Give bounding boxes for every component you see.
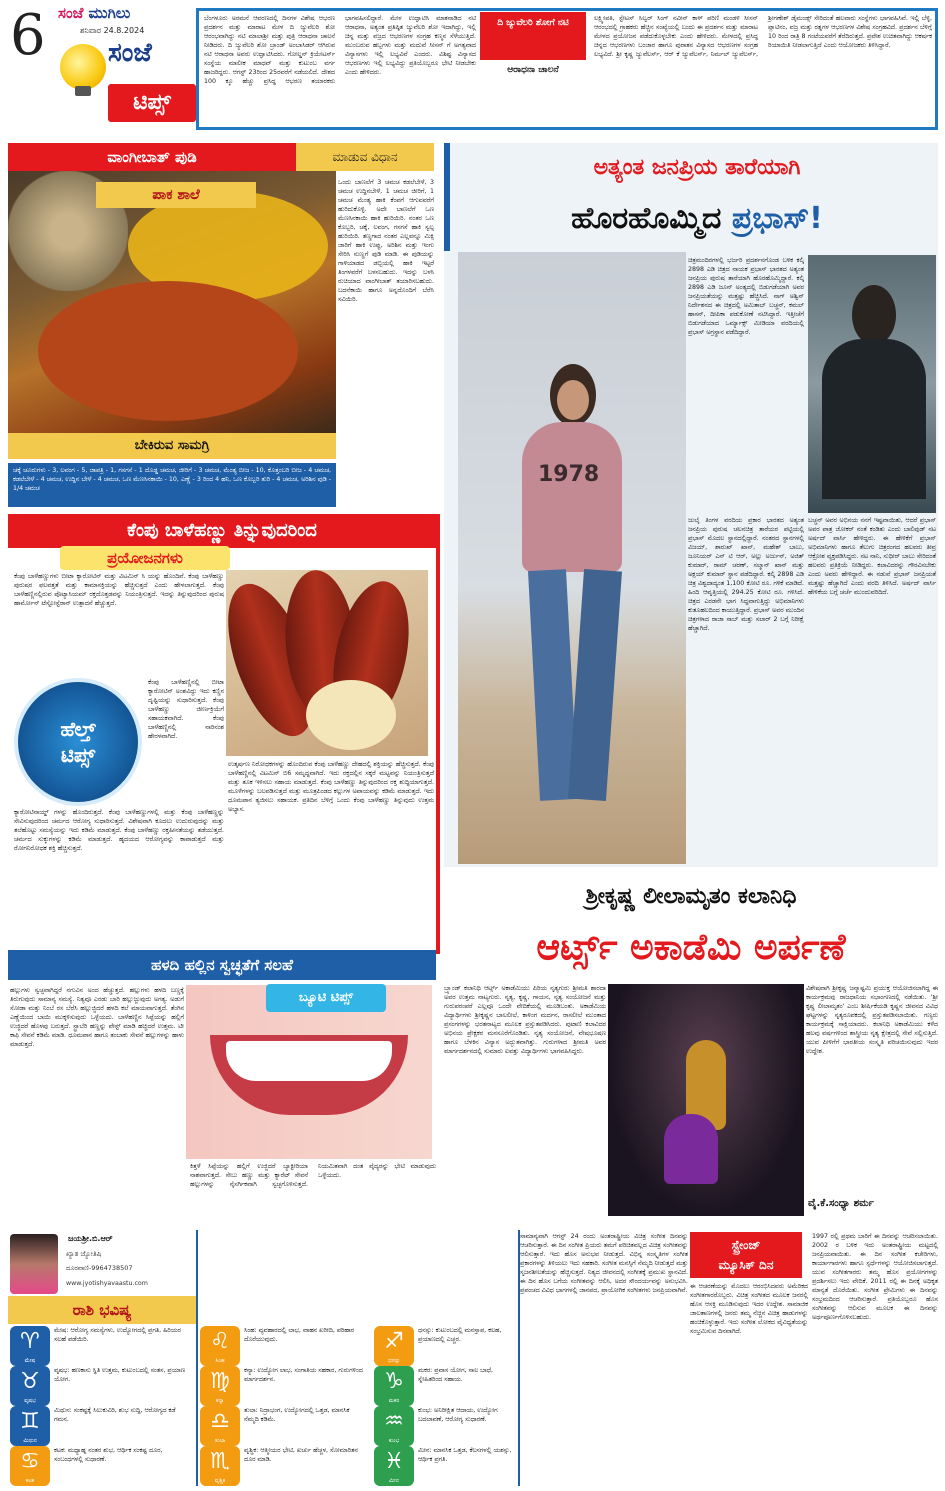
zodiac-text: ಸಿಂಹ: ವ್ಯವಹಾರದಲ್ಲಿ ಲಾಭ, ವಾಹನ ಖರೀದಿ, ಪರಿಹಾರ ದೊರೆಯುವುದು.	[244, 1327, 355, 1343]
music-day-title	[690, 1232, 802, 1278]
page-number: 6	[10, 3, 46, 68]
prabhas-headline-2	[462, 194, 932, 244]
health-tips-badge	[14, 678, 142, 806]
zodiac-name: ಕುಂಭ	[388, 1438, 400, 1444]
recipe-method-title: ಮಾಡುವ ವಿಧಾನ	[296, 143, 434, 171]
zodiac-icon: ♈ ಮೇಷ	[10, 1326, 50, 1366]
arts-text-b: ವಿಶೇಷವಾಗಿ ಶ್ರೀಕೃಷ್ಣ ಜನ್ಮಾಷ್ಟಮಿ ಪ್ರಯುಕ್ತ ಆಯೋಜಿಸಲಾಗಿದ್ದ ಈ ಕಾರ್ಯಕ್ರಮವು ರಾಜಧಾನಿಯ ಸಭಾಂಗಣದಲ್ಲಿ ನಡೆಯಿತು. 'ಶ್ರೀ ಕೃಷ್ಣ ಲೀಲಾಮೃತಂ' ಎಂಬ ಶೀರ್ಷಿಕೆಯಡಿ ಕೃಷ್ಣನ ಜೀವನದ ವಿವಿಧ ಘಟ್ಟಗಳನ್ನು ನೃತ್ಯರೂಪಕದಲ್ಲಿ ಪ್ರಸ್ತುತಪಡಿಸಲಾಯಿತು. ಗಣ್ಯರು ಕಾರ್ಯಕ್ರಮಕ್ಕೆ ಸಾಕ್ಷಿಯಾದರು. ಕಲಾನಿಧಿ ಅಕಾಡೆಮಿಯು ಕಳೆದ ಹಲವು ವರ್ಷಗಳಿಂದ ಶಾಸ್ತ್ರೀಯ ನೃತ್ಯ ಕ್ಷೇತ್ರದಲ್ಲಿ ಸೇವೆ ಸಲ್ಲಿಸುತ್ತಿದೆ. ಯುವ ಪೀಳಿಗೆಗೆ ಭಾರತೀಯ ಸಂಸ್ಕೃತಿ ಪರಿಚಯಿಸುವುದು ಇದರ ಉದ್ದೇಶ.	[806, 985, 938, 1055]
portrait-body	[822, 339, 926, 499]
kitchen-badge: ಪಾಕ ಶಾಲೆ	[96, 182, 256, 208]
zodiac-name: ಧನಸ್ಸು	[388, 1358, 400, 1364]
portrait-head	[852, 285, 896, 345]
zodiac-text: ವೃಷಭ: ಹಣಕಾಸು ಸ್ಥಿತಿ ಉತ್ತಮ, ಕುಟುಂಬದಲ್ಲಿ ಸಂತಸ, ಪ್ರಯಾಣ ಯೋಗ.	[54, 1367, 186, 1383]
zodiac-name: ವೃಷಭ	[24, 1398, 36, 1404]
zodiac-icon: ♓ ಮೀನ	[374, 1446, 414, 1486]
column-divider	[436, 514, 440, 954]
astrologer-phone: ದೂರವಾಣಿ-9964738507	[66, 1264, 133, 1272]
zodiac-icon: ♍ ಕನ್ಯಾ	[200, 1366, 240, 1406]
peeled-banana	[306, 680, 396, 750]
zodiac-text: ಮಿಥುನ: ಸಂಕಷ್ಟಕ್ಕೆ ಸಿಲುಕುವಿರಿ, ಶುಭ ಸುದ್ದಿ, ಆರೋಗ್ಯದ ಕಡೆ ಗಮನ.	[54, 1407, 176, 1423]
music-text-b: ಈ ಆಚರಣೆಯನ್ನು ಮೊದಲು ಆರಂಭಿಸಿದವರು ಅಮೆರಿಕದ ಸಂಗೀತಗಾರರೊಬ್ಬರು. ವಿಚಿತ್ರ ಸಂಗೀತದ ಮೂಲಕ ಜನರಲ್ಲಿ ಹೊಸ ಆಸಕ್ತಿ ಮೂಡಿಸುವುದು ಇದರ ಉದ್ದೇಶ. ಸಾಮಾಜಿಕ ಜಾಲತಾಣಗಳಲ್ಲಿ ಜನರು ತಮ್ಮ ನೆಚ್ಚಿನ ವಿಚಿತ್ರ ಹಾಡುಗಳನ್ನು ಹಂಚಿಕೊಳ್ಳುತ್ತಾರೆ. ಇದು ಸಂಗೀತ ಲೋಕದ ವೈವಿಧ್ಯತೆಯನ್ನು ಸಂಭ್ರಮಿಸುವ ದಿನವಾಗಿದೆ.	[690, 1283, 808, 1335]
zodiac-text: ಮೀನ: ಮಾನಸಿಕ ಒತ್ತಡ, ಕೆಲಸಗಳಲ್ಲಿ ಯಶಸ್ಸು, ಆರ್ಥಿಕ ಪ್ರಗತಿ.	[418, 1447, 512, 1463]
brand-part-1: ಸಂಜೆ	[58, 4, 84, 22]
zodiac-icon: ♌ ಸಿಂಹ	[200, 1326, 240, 1366]
prabhas-text-c: ಬಚ್ಚನ್ ಅವರ ಅಭಿನಯ ನನಗೆ ಇಷ್ಟವಾಯಿತು, ಆದರೆ ಪ್ರಭಾಸ್ ಅವರ ಪಾತ್ರ ಜೋಕರ್ ನಂತೆ ಕಂಡಿತು ಎಂದು ಬಾಲಿವುಡ್ ನಟ ಅರ್ಷದ್ ವಾರ್ಸಿ ಹೇಳಿದ್ದರು. ಈ ಹೇಳಿಕೆಗೆ ಪ್ರಭಾಸ್ ಅಭಿಮಾನಿಗಳು ಹಾಗೂ ತೆಲುಗು ಚಿತ್ರರಂಗದ ಹಲವರು ತೀವ್ರ ಆಕ್ರೋಶ ವ್ಯಕ್ತಪಡಿಸಿದ್ದರು. ನಟ ನಾನಿ, ಸುಧೀರ್ ಬಾಬು ಸೇರಿದಂತೆ ಹಲವರು ಪ್ರತಿಕ್ರಿಯೆ ನೀಡಿದ್ದರು. ಕಲಾವಿದರನ್ನು ಗೌರವಿಸಬೇಕು ಎಂದು ಅವರು ಹೇಳಿದ್ದಾರೆ. ಈ ನಡುವೆ ಪ್ರಭಾಸ್ ಜನಪ್ರಿಯತೆ ಮತ್ತಷ್ಟು ಹೆಚ್ಚಾಗಿದೆ ಎಂದು ವರದಿ ತಿಳಿಸಿದೆ. ಅರ್ಷದ್ ವಾರ್ಸಿ ಹೇಳಿಕೆಯ ಬಗ್ಗೆ ಚರ್ಚೆ ಮುಂದುವರಿದಿದೆ.	[808, 517, 936, 596]
zodiac-name: ಮಿಥುನ	[23, 1438, 37, 1444]
zodiac-text: ಕುಂಭ: ಅನಿರೀಕ್ಷಿತ ಆದಾಯ, ಉದ್ಯೋಗ ಬದಲಾವಣೆ, ಆರೋಗ್ಯ ಸುಧಾರಣೆ.	[418, 1407, 498, 1423]
zodiac-name: ಮೀನ	[389, 1478, 399, 1484]
zodiac-name: ವೃಶ್ಚಿಕ	[214, 1478, 226, 1484]
brand-logo	[58, 4, 188, 26]
banana-text-b: ಕೆಂಪು ಬಾಳೆಹಣ್ಣಿನಲ್ಲಿ ಬೀಟಾ ಕ್ಯಾರೋಟಿನ್ ಅಂಶವಿದ್ದು ಇದು ಕಣ್ಣಿನ ದೃಷ್ಟಿಯನ್ನು ಸುಧಾರಿಸುತ್ತದೆ. ಕೆಂಪು ಬಾಳೆಹಣ್ಣು ಜೀರ್ಣಕ್ರಿಯೆಗೆ ಸಹಾಯಕವಾಗಿದೆ. ಕೆಂಪು ಬಾಳೆಹಣ್ಣಿನಲ್ಲಿ ನಾರಿನಂಶ ಹೇರಳವಾಗಿದೆ.	[148, 679, 224, 740]
jewellery-headline: ದಿ ಜ್ಯುವೆಲರಿ ಶೋಗೆ ನಟಿ	[480, 12, 586, 60]
banana-title: ಕೆಂಪು ಬಾಳೆಹಣ್ಣು ತಿನ್ನುವುದರಿಂದ	[8, 514, 436, 548]
ingredients-title: ಬೇಕಿರುವ ಸಾಮಗ್ರಿ	[8, 433, 336, 459]
zodiac-name: ಮೇಷ	[24, 1358, 36, 1364]
ingredients-text: ಚಕ್ಕೆ ಚೂರುಗಳು - 3, ಲವಂಗ - 5, ಜಾಪತ್ರಿ - 1, ಗಸಗಸೆ - 1 ದೊಡ್ಡ ಚಮಚ, ಜೀರಿಗೆ - 3 ಚಮಚ, ಮೆಂತ್ಯ ಬೀಜ - 10, ಕೊತ್ತಂಬರಿ ಬೀಜ - 4 ಚಮಚ, ಕಡಲೆಬೇಳೆ - 4 ಚಮಚ, ಉದ್ದಿನ ಬೇಳೆ - 4 ಚಮಚ, ಒಣ ಮೆಣಸಿನಕಾಯಿ - 10, ಎಣ್ಣೆ - 3 ರಿಂದ 4 ಹನಿ, ಒಣ ಕೊಬ್ಬರಿ ತುರಿ - 4 ಚಮಚ, ಅರಿಶಿನ ಪುಡಿ - 1/4 ಚಮಚ	[8, 463, 336, 507]
health-badge-line-2: ಟಿಪ್ಸ್	[60, 743, 96, 767]
page-date: ಶನಿವಾರ 24.8.2024	[80, 26, 145, 35]
music-text-c: 1997 ರಲ್ಲಿ ಪ್ರಥಮ ಬಾರಿಗೆ ಈ ದಿನವನ್ನು ಆಚರಿಸಲಾಯಿತು. 2002 ರ ಬಳಿಕ ಇದು ಅಂತರಾಷ್ಟ್ರೀಯ ಮಟ್ಟದಲ್ಲಿ ಜನಪ್ರಿಯವಾಯಿತು. ಈ ದಿನ ಸಂಗೀತ ಕಚೇರಿಗಳು, ಕಾರ್ಯಾಗಾರಗಳು ಹಾಗೂ ಸ್ಪರ್ಧೆಗಳನ್ನು ಆಯೋಜಿಸಲಾಗುತ್ತದೆ. ಯುವ ಸಂಗೀತಗಾರರು ತಮ್ಮ ಹೊಸ ಪ್ರಯೋಗಗಳನ್ನು ಪ್ರದರ್ಶಿಸಲು ಇದು ವೇದಿಕೆ. 2011 ರಲ್ಲಿ ಈ ದಿನಕ್ಕೆ ಅಧಿಕೃತ ಮಾನ್ಯತೆ ದೊರೆಯಿತು. ಸಂಗೀತ ಪ್ರೇಮಿಗಳು ಈ ದಿನವನ್ನು ಸಂಭ್ರಮದಿಂದ ಆಚರಿಸುತ್ತಾರೆ. ಪ್ರತಿಯೊಬ್ಬರೂ ಹೊಸ ಸಂಗೀತವನ್ನು ಆಲಿಸುವ ಮೂಲಕ ಈ ದಿನವನ್ನು ಅರ್ಥಪೂರ್ಣಗೊಳಿಸಬಹುದು.	[812, 1233, 938, 1321]
zodiac-icon: ♋ ಕಟಕ	[10, 1446, 50, 1486]
chilli-powder-pile	[38, 281, 298, 421]
jewellery-text-left: ಬೆಂಗಳೂರು ಅರಮನೆ ಆವರಣದಲ್ಲಿ ದಿನಗಳ ವಿಶೇಷ ಆಭರಣ ಪ್ರದರ್ಶನ ಮತ್ತು ಮಾರಾಟ ಮೇಳ ದಿ ಜ್ಯುವೆಲರಿ ಶೋ ಆರಂಭವಾಗಿದ್ದು ನಟಿ ಮಾಲಾಶ್ರೀ ಮತ್ತು ಪುತ್ರಿ ಆರಾಧನಾ ಚಾಲನೆ ನೀಡಿದರು. ದಿ ಜ್ಯುವೆಲರಿ ಶೋ ಬ್ರಾಂಡ್ ಅಂಬಾಸಿಡರ್ ಆಗಿರುವ ನಟಿ ಆರಾಧನಾ ಅವರು ಉದ್ಘಾಟಿಸಿದರು. ಗೋಲ್ಡನ್ ಕ್ರಿಯೇಟರ್ಸ್ ಸಂಸ್ಥೆಯ ಮಾಲೀಕ ಮಾಧವ್ ಮತ್ತು ಕುಟುಂಬ ವರ್ಗ ಹಾಜರಿದ್ದರು. ಆಗಸ್ಟ್ 23ರಿಂದ 25ರವರೆಗೆ ನಡೆಯಲಿದೆ. ದೇಶದ 100 ಕ್ಕೂ ಹೆಚ್ಚು ಪ್ರಸಿದ್ಧ ಆಭರಣ ತಯಾರಕರು ಭಾಗವಹಿಸಲಿದ್ದಾರೆ. ಮೇಳ ಉದ್ಘಾಟಿಸಿ ಮಾತನಾಡಿದ ನಟಿ ಆರಾಧನಾ, ಅತ್ಯಂತ ಪ್ರತಿಷ್ಠಿತ ಜ್ಯುವೆಲರಿ ಶೋ ಇದಾಗಿದ್ದು, ಇಲ್ಲಿ ಚಿನ್ನ ಮತ್ತು ವಜ್ರದ ಆಭರಣಗಳ ಸಂಗ್ರಹ ಕಣ್ಮನ ಸೆಳೆಯುತ್ತಿದೆ. ಮುಂಬರುವ ಹಬ್ಬಗಳು ಮತ್ತು ಮದುವೆ ಸೀಸನ್ ಗೆ ಅಗತ್ಯವಾದ ವಿನ್ಯಾಸಗಳು ಇಲ್ಲಿ ಲಭ್ಯವಿವೆ ಎಂದರು. ವಿಶಿಷ್ಟ ವಿನ್ಯಾಸದ ಆಭರಣಗಳು ಇಲ್ಲಿ ಲಭ್ಯವಿದ್ದು ಪ್ರತಿಯೊಬ್ಬರೂ ಭೇಟಿ ನೀಡಬೇಕು ಎಂದು ಹೇಳಿದರು.	[204, 15, 476, 85]
zodiac-text: ವೃಶ್ಚಿಕ: ಆತ್ಮೀಯರ ಭೇಟಿ, ಖರ್ಚು ಹೆಚ್ಚಳ, ಸೋಮಾರಿತನ ದೂರ ಮಾಡಿ.	[244, 1447, 358, 1463]
headline-2-black: ಹೊರಹೊಮ್ಮಿದ	[571, 201, 722, 236]
zodiac-name: ಕನ್ಯಾ	[215, 1398, 225, 1404]
section-title-1: ಸಂಜೆ	[108, 38, 152, 68]
arts-title-1: ಶ್ರೀಕೃಷ್ಣ ಲೀಲಾಮೃತಂ ಕಲಾನಿಧಿ	[585, 884, 797, 909]
shirt-print: 1978	[538, 462, 600, 487]
music-text-a: ಸಾಮಾನ್ಯವಾಗಿ ಆಗಸ್ಟ್ 24 ರಂದು ಅಂತರಾಷ್ಟ್ರೀಯ ವಿಚಿತ್ರ ಸಂಗೀತ ದಿನವನ್ನು ಆಚರಿಸುತ್ತಾರೆ. ಈ ದಿನ ಸಂಗೀತ ಪ್ರಿಯರು ತಮಗೆ ಪರಿಚಿತವಲ್ಲದ ವಿಚಿತ್ರ ಸಂಗೀತವನ್ನು ಆಲಿಸುತ್ತಾರೆ. ಇದು ಹೊಸ ಅನುಭವ ನೀಡುತ್ತದೆ. ವಿಭಿನ್ನ ಸಂಸ್ಕೃತಿಗಳ ಸಂಗೀತ ಪ್ರಕಾರಗಳನ್ನು ತಿಳಿಯಲು ಇದು ಸಹಕಾರಿ. ಸಂಗೀತ ಮನಸ್ಸಿಗೆ ನೆಮ್ಮದಿ ನೀಡುತ್ತದೆ ಮತ್ತು ಸೃಜನಶೀಲತೆಯನ್ನು ಹೆಚ್ಚಿಸುತ್ತದೆ. ನಿತ್ಯದ ಜೀವನದಲ್ಲಿ ಸಂಗೀತಕ್ಕೆ ಪ್ರಮುಖ ಸ್ಥಾನವಿದೆ. ಈ ದಿನ ಹೊಸ ಬಗೆಯ ಸಂಗೀತವನ್ನು ಆಲಿಸಿ, ಅದರ ಸೌಂದರ್ಯವನ್ನು ಅನುಭವಿಸಿ. ಪ್ರಪಂಚದ ವಿವಿಧ ಭಾಗಗಳಲ್ಲಿ ಜಾನಪದ, ಪ್ರಾಯೋಗಿಕ ಸಂಗೀತಗಳು ಜನಪ್ರಿಯವಾಗಿವೆ.	[520, 1233, 688, 1294]
astrologer-role: ಖ್ಯಾತ ಜ್ಯೋತಿಷಿ	[66, 1250, 102, 1258]
jeans-right	[568, 569, 622, 801]
prabhas-text-b: ಜುಲೈ ತಿಂಗಳ ವರದಿಯ ಪ್ರಕಾರ ಭಾರತದ ಅತ್ಯಂತ ಜನಪ್ರಿಯ ಪುರುಷ ಚಲನಚಿತ್ರ ತಾರೆಯರ ಪಟ್ಟಿಯಲ್ಲಿ ಪ್ರಭಾಸ್ ಮೊದಲ ಸ್ಥಾನದಲ್ಲಿದ್ದಾರೆ. ನಂತರದ ಸ್ಥಾನಗಳಲ್ಲಿ ವಿಜಯ್, ಶಾರುಖ್ ಖಾನ್, ಮಹೇಶ್ ಬಾಬು, ಜೂನಿಯರ್ ಎನ್ ಟಿ ಆರ್, ಅಲ್ಲು ಅರ್ಜುನ್, ಅಜಿತ್ ಕುಮಾರ್, ರಾಮ್ ಚರಣ್, ಸಲ್ಮಾನ್ ಖಾನ್ ಮತ್ತು ಅಕ್ಷಯ್ ಕುಮಾರ್ ಸ್ಥಾನ ಪಡೆದಿದ್ದಾರೆ. ಕಲ್ಕಿ 2898 ಎಡಿ ಚಿತ್ರ ವಿಶ್ವದಾದ್ಯಂತ 1,100 ಕೋಟಿ ರೂ. ಗಳಿಕೆ ಮಾಡಿದೆ. ಹಿಂದಿ ಆವೃತ್ತಿಯಲ್ಲಿ 294.25 ಕೋಟಿ ರೂ. ಗಳಿಸಿದೆ. ಚಿತ್ರದ ಎರಡನೇ ಭಾಗ ಸಿದ್ಧವಾಗುತ್ತಿದ್ದು ಅಭಿಮಾನಿಗಳು ಕುತೂಹಲದಿಂದ ಕಾಯುತ್ತಿದ್ದಾರೆ. ಪ್ರಭಾಸ್ ಅವರ ಮುಂದಿನ ಚಿತ್ರಗಳಾದ ರಾಜಾ ಸಾಬ್ ಮತ್ತು ಸಲಾರ್ 2 ಬಗ್ಗೆ ನಿರೀಕ್ಷೆ ಹೆಚ್ಚಾಗಿದೆ.	[688, 517, 804, 632]
zodiac-name: ಮಕರ	[388, 1398, 400, 1404]
arts-title-2: ಆರ್ಟ್ಸ್ ಅಕಾಡೆಮಿ ಅರ್ಪಣೆ	[536, 927, 846, 968]
zodiac-text: ಮಕರ: ಪ್ರವಾಸ ಯೋಗ, ಸಾಲ ಬಾಧೆ, ಸ್ನೇಹಿತರಿಂದ ಸಹಾಯ.	[418, 1367, 493, 1383]
zodiac-text: ತುಲಾ: ನಿದ್ರಾಭಂಗ, ಉದ್ಯೋಗದಲ್ಲಿ ಒತ್ತಡ, ಮಾನಸಿಕ ನೆಮ್ಮದಿ ಕಡಿಮೆ.	[244, 1407, 350, 1423]
headline-2-blue: ಪ್ರಭಾಸ್!	[731, 201, 823, 236]
music-title-1: ಸ್ಟ್ರೇಂಜ್	[731, 1238, 761, 1252]
astrologer-website: www.jyotishyavaastu.com	[66, 1280, 148, 1287]
zodiac-icon: ♐ ಧನಸ್ಸು	[374, 1326, 414, 1366]
prabhas-portrait-photo	[808, 255, 936, 513]
zodiac-name: ತುಲಾ	[214, 1438, 226, 1444]
teeth	[226, 1041, 392, 1081]
dancer-child	[664, 1114, 718, 1184]
benefits-badge: ಪ್ರಯೋಜನಗಳು	[60, 546, 230, 570]
zodiac-text: ಮೇಷ: ಆರೋಗ್ಯ ಸಮಸ್ಯೆಗಳು, ಉದ್ಯೋಗದಲ್ಲಿ ಪ್ರಗತಿ, ಹಿರಿಯರ ಸಲಹೆ ಪಡೆಯಿರಿ.	[54, 1327, 181, 1343]
banana-text-a: ಕೆಂಪು ಬಾಳೆಹಣ್ಣುಗಳು ಬೀಟಾ ಕ್ಯಾರೋಟಿನ್ ಮತ್ತು ವಿಟಮಿನ್ ಸಿ ಯನ್ನು ಹೊಂದಿವೆ. ಕೆಂಪು ಬಾಳೆಹಣ್ಣು ಪುರುಷರ ಫಲವತ್ತತೆ ಮತ್ತು ಕಾಮಾಸಕ್ತಿಯನ್ನು ಹೆಚ್ಚಿಸುತ್ತದೆ ಎಂದು ಹೇಳಲಾಗುತ್ತದೆ. ಕೆಂಪು ಬಾಳೆಹಣ್ಣಿನಲ್ಲಿರುವ ಪೊಟ್ಯಾಸಿಯಮ್ ರಕ್ತದೊತ್ತಡವನ್ನು ನಿಯಂತ್ರಿಸುತ್ತದೆ. ಇದನ್ನು ತಿನ್ನುವುದರಿಂದ ಪುರುಷ ಹಾರ್ಮೋನ್ ಟೆಸ್ಟೋಸ್ಟೆರಾನ್ ಉತ್ಪಾದನೆ ಹೆಚ್ಚುತ್ತದೆ.	[14, 573, 224, 607]
prabhas-headline-1: ಅತ್ಯಂತ ಜನಪ್ರಿಯ ತಾರೆಯಾಗಿ	[593, 155, 801, 180]
teeth-text-b: ಕಿತ್ತಳೆ ಸಿಪ್ಪೆಯನ್ನು ಹಲ್ಲಿಗೆ ಉಜ್ಜಿದರೆ ಬ್ಯಾಕ್ಟೀರಿಯಾ ನಾಶವಾಗುತ್ತದೆ. ಸೇಬು ಹಣ್ಣು ಮತ್ತು ಕ್ಯಾರೆಟ್ ಸೇವನೆ ಹಲ್ಲುಗಳನ್ನು ನೈಸರ್ಗಿಕವಾಗಿ ಸ್ವಚ್ಛಗೊಳಿಸುತ್ತದೆ. ನಿಯಮಿತವಾಗಿ ದಂತ ವೈದ್ಯರನ್ನು ಭೇಟಿ ಮಾಡುವುದು ಒಳ್ಳೆಯದು.	[190, 1163, 436, 1188]
recipe-title: ವಾಂಗೀಬಾತ್ ಪುಡಿ	[8, 143, 296, 171]
lightbulb-icon	[60, 44, 106, 90]
teeth-title: ಹಳದಿ ಹಲ್ಲಿನ ಸ್ವಚ್ಛತೆಗೆ ಸಲಹೆ	[8, 950, 436, 980]
music-title-2: ಮ್ಯೂಸಿಕ್ ದಿನ	[718, 1258, 774, 1272]
pink-sweatshirt	[522, 422, 622, 572]
zodiac-name: ಕಟಕ	[25, 1478, 35, 1484]
banana-text-c: ಕ್ಯಾರೋಟಿನಾಯ್ಡ್ ಗಳನ್ನು ಹೊಂದಿರುತ್ತದೆ. ಕೆಂಪು ಬಾಳೆಹಣ್ಣುಗಳಲ್ಲಿ ಮತ್ತು ಕೆಂಪು ಬಾಳೆಹಣ್ಣನ್ನು ಸೇವಿಸುವುದರಿಂದ ಚರ್ಮದ ಆರೋಗ್ಯ ಸುಧಾರಿಸುತ್ತದೆ. ವಿಶೇಷವಾಗಿ ಕೂದಲು ಉದುರುವುದನ್ನು ಮತ್ತು ತಲೆಹೊಟ್ಟು ಸಮಸ್ಯೆಯನ್ನು ಇದು ಕಡಿಮೆ ಮಾಡುತ್ತದೆ. ಕೆಂಪು ಬಾಳೆಹಣ್ಣು ರಕ್ತಹೀನತೆಯನ್ನು ತಡೆಯುತ್ತದೆ. ಚರ್ಮದ ಸುಕ್ಕುಗಳನ್ನು ಕಡಿಮೆ ಮಾಡುತ್ತದೆ. ಹೃದಯದ ಆರೋಗ್ಯವನ್ನು ಕಾಪಾಡುತ್ತದೆ ಮತ್ತು ರೋಗನಿರೋಧಕ ಶಕ್ತಿ ಹೆಚ್ಚಿಸುತ್ತದೆ.	[14, 809, 224, 852]
prabhas-text-a: ಚಿತ್ರಮಂದಿರಗಳಲ್ಲಿ ಭರ್ಜರಿ ಪ್ರದರ್ಶನಗೊಂಡ ಬಳಿಕ ಕಲ್ಕಿ 2898 ಎಡಿ ಚಿತ್ರದ ನಾಯಕ ಪ್ರಭಾಸ್ ಭಾರತದ ಅತ್ಯಂತ ಜನಪ್ರಿಯ ಪುರುಷ ತಾರೆಯಾಗಿ ಹೊರಹೊಮ್ಮಿದ್ದಾರೆ. ಕಲ್ಕಿ 2898 ಎಡಿ ಜೂನ್ ಅಂತ್ಯದಲ್ಲಿ ಬಿಡುಗಡೆಯಾಗಿ ಅವರ ಜನಪ್ರಿಯತೆಯನ್ನು ಮತ್ತಷ್ಟು ಹೆಚ್ಚಿಸಿದೆ. ನಾಗ್ ಅಶ್ವಿನ್ ನಿರ್ದೇಶನದ ಈ ಚಿತ್ರದಲ್ಲಿ ಅಮಿತಾಬ್ ಬಚ್ಚನ್, ಕಮಲ್ ಹಾಸನ್, ದೀಪಿಕಾ ಪಡುಕೋಣೆ ನಟಿಸಿದ್ದಾರೆ. ಇತ್ತೀಚೆಗೆ ಬಿಡುಗಡೆಯಾದ ಒರ್ಮ್ಯಾಕ್ಸ್ ಮೀಡಿಯಾ ವರದಿಯಲ್ಲಿ ಪ್ರಭಾಸ್ ಅಗ್ರಸ್ಥಾನ ಪಡೆದಿದ್ದಾರೆ.	[688, 257, 804, 336]
zodiac-icon: ♎ ತುಲಾ	[200, 1406, 240, 1446]
zodiac-text: ಕನ್ಯಾ: ಉದ್ಯೋಗ ಲಾಭ, ಸಂಗಾತಿಯ ಸಹಕಾರ, ಗುರುಗಳಿಂದ ಮಾರ್ಗದರ್ಶನ.	[244, 1367, 363, 1383]
divider	[196, 1230, 198, 1486]
dance-performance-photo	[608, 984, 804, 1216]
zodiac-text: ಧನಸ್ಸು: ಕುಟುಂಬದಲ್ಲಿ ಮನಸ್ತಾಪ, ಕಲಹ, ಪ್ರಯಾಣದಲ್ಲಿ ಎಚ್ಚರ.	[418, 1327, 502, 1343]
zodiac-icon: ♊ ಮಿಥುನ	[10, 1406, 50, 1446]
arts-text-a: ಬ್ರ್ಯಾಂಡ್ ಕಲಾನಿಧಿ ಆರ್ಟ್ಸ್ ಅಕಾಡೆಮಿಯು ಪಿರಿಯ ನೃತ್ಯಗುರು ಶ್ರೀಮತಿ ಶಾರದಾ ಅವರ ಉತ್ತಮ ನಾಟ್ಯಗುರು. ನೃತ್ಯ, ಕೃಷ್ಣ, ಗಾಯನ, ನೃತ್ಯ ಸಂಯೋಜನೆ ಮತ್ತು ಗುರುಪರಂಪರೆ ಎಲ್ಲವೂ ಒಂದೇ ವೇದಿಕೆಯಲ್ಲಿ ಮೂಡಿಬಂತು. ಅಕಾಡೆಮಿಯ ವಿದ್ಯಾರ್ಥಿಗಳು ಶ್ರೀಕೃಷ್ಣನ ಬಾಲಲೀಲೆ, ಕಾಳಿಂಗ ಮರ್ದನ, ರಾಸಲೀಲೆ ಮುಂತಾದ ಪ್ರಸಂಗಗಳನ್ನು ಭರತನಾಟ್ಯದ ಮೂಲಕ ಪ್ರಸ್ತುತಪಡಿಸಿದರು. ಪುಟಾಣಿ ಕಲಾವಿದರ ಅಭಿನಯ ಪ್ರೇಕ್ಷಕರ ಮನಸೂರೆಗೊಂಡಿತು. ನೃತ್ಯ ಸಂಯೋಜನೆ, ವೇಷಭೂಷಣ ಹಾಗೂ ಬೆಳಕಿನ ವಿನ್ಯಾಸ ಅದ್ಭುತವಾಗಿತ್ತು. ಗುರುಗಳಾದ ಶ್ರೀಮತಿ ಅವರ ಮಾರ್ಗದರ್ಶನದಲ್ಲಿ ಸುಮಾರು ಐವತ್ತು ವಿದ್ಯಾರ್ಥಿಗಳು ಭಾಗವಹಿಸಿದ್ದರು.	[444, 985, 606, 1055]
zodiac-icon: ♉ ವೃಷಭ	[10, 1366, 50, 1406]
face	[557, 380, 589, 420]
zodiac-icon: ♏ ವೃಶ್ಚಿಕ	[200, 1446, 240, 1486]
astrologer-avatar	[10, 1234, 58, 1294]
jewellery-subheadline: ಆರಾಧನಾ ಚಾಲನೆ	[480, 60, 586, 82]
zodiac-name: ಸಿಂಹ	[215, 1358, 225, 1364]
brand-part-2: ಮುಗಿಲು	[88, 4, 131, 22]
spice-powder-photo	[8, 171, 336, 433]
banana-text-d: ಉತ್ಕರ್ಷಣ ನಿರೋಧಕಗಳನ್ನು ಹೊಂದಿರುವ ಕೆಂಪು ಬಾಳೆಹಣ್ಣು ದೇಹದಲ್ಲಿ ಶಕ್ತಿಯನ್ನು ಹೆಚ್ಚಿಸುತ್ತದೆ. ಕೆಂಪು ಬಾಳೆಹಣ್ಣಿನಲ್ಲಿ ವಿಟಮಿನ್ ಬಿ6 ಸಮೃದ್ಧವಾಗಿದೆ. ಇದು ರಕ್ತದಲ್ಲಿನ ಸಕ್ಕರೆ ಮಟ್ಟವನ್ನು ನಿಯಂತ್ರಿಸುತ್ತದೆ ಮತ್ತು ತೂಕ ಇಳಿಸಲು ಸಹಾಯ ಮಾಡುತ್ತದೆ. ಕೆಂಪು ಬಾಳೆಹಣ್ಣು ತಿನ್ನುವುದರಿಂದ ರಕ್ತ ಶುದ್ಧಿಯಾಗುತ್ತದೆ. ಮೂಳೆಗಳನ್ನು ಬಲಪಡಿಸುತ್ತದೆ ಮತ್ತು ಮೂತ್ರಪಿಂಡದ ಕಲ್ಲುಗಳ ಅಪಾಯವನ್ನು ಕಡಿಮೆ ಮಾಡುತ್ತದೆ. ಇದು ಧೂಮಪಾನ ತ್ಯಜಿಸಲು ಸಹಾಯಕ. ಪ್ರತಿದಿನ ಬೆಳಿಗ್ಗೆ ಒಂದು ಕೆಂಪು ಬಾಳೆಹಣ್ಣು ತಿನ್ನುವುದು ಉತ್ತಮ ಅಭ್ಯಾಸ.	[228, 761, 434, 813]
recipe-method-text: ಒಂದು ಬಾಣಲೆಗೆ 3 ಚಮಚ ಕಡಲೆಬೇಳೆ, 3 ಚಮಚ ಉದ್ದಿನಬೇಳೆ, 1 ಚಮಚ ಜೀರಿಗೆ, 1 ಚಮಚ ಮೆಂತ್ಯ ಹಾಕಿ ಕೆಂಪಗೆ ಆಗುವವರೆಗೆ ಹುರಿದುಕೊಳ್ಳಿ. ಅದೇ ಬಾಣಲೆಗೆ ಒಣ ಮೆಣಸಿನಕಾಯಿ ಹಾಕಿ ಹುರಿಯಿರಿ. ನಂತರ ಒಣ ಕೊಬ್ಬರಿ, ಚಕ್ಕೆ, ಲವಂಗ, ಗಸಗಸೆ ಹಾಕಿ ಸ್ವಲ್ಪ ಹುರಿಯಿರಿ. ತಣ್ಣಗಾದ ನಂತರ ಎಲ್ಲವನ್ನೂ ಮಿಕ್ಸಿ ಜಾರಿಗೆ ಹಾಕಿ ಉಪ್ಪು, ಅರಿಶಿನ ಮತ್ತು ಇಂಗು ಸೇರಿಸಿ ನುಣ್ಣಗೆ ಪುಡಿ ಮಾಡಿ. ಈ ಪುಡಿಯನ್ನು ಗಾಳಿಯಾಡದ ಡಬ್ಬಿಯಲ್ಲಿ ಹಾಕಿ ಇಟ್ಟರೆ ತಿಂಗಳವರೆಗೆ ಬಳಸಬಹುದು. ಇದನ್ನು ಬಳಸಿ ರುಚಿಯಾದ ವಾಂಗೀಬಾತ್ ತಯಾರಿಸಬಹುದು. ಬದನೆಕಾಯಿ ಹಾಗೂ ಅನ್ನದೊಂದಿಗೆ ಬೆರೆಸಿ ಸವಿಯಿರಿ.	[338, 179, 434, 303]
zodiac-text: ಕಟಕ: ಮಧ್ಯಾಹ್ನ ನಂತರ ಶುಭ, ಆರ್ಥಿಕ ಸಂಕಷ್ಟ ದೂರ, ಸಂಬಂಧಗಳಲ್ಲಿ ಸುಧಾರಣೆ.	[54, 1447, 163, 1463]
horoscope-title: ರಾಶಿ ಭವಿಷ್ಯ	[8, 1296, 196, 1324]
jewellery-text-right: ಲಕ್ಷ್ಮೀಪತಿ, ಸ್ಟೇಟಸ್ ಸಿಲ್ವರ್ ಸಿಂಗ್ ನವೀನ್ ಕಾಳ್ ಪರಿಣಿ ಮಂಡಳಿ ಸೀಸನ್ ಆರಂಭದಲ್ಲಿ ಗ್ರಾಹಕರು ಹೆಚ್ಚಿನ ಸಂಖ್ಯೆಯಲ್ಲಿ ಬಂದು ಈ ಪ್ರದರ್ಶನ ಮತ್ತು ಮಾರಾಟ ಮೇಳದ ಪ್ರಯೋಜನ ಪಡೆದುಕೊಳ್ಳಬೇಕು ಎಂದು ಹೇಳಿದರು. ಮೇಳದಲ್ಲಿ ಪ್ರಸಿದ್ಧ ಚಿನ್ನದ ಆಭರಣಗಳು ಬಂಜಾರ ಹಾಗೂ ಪುರಾತನ ವಿನ್ಯಾಸದ ಆಭರಣಗಳ ಸಂಗ್ರಹ ಲಭ್ಯವಿದೆ. ಶ್ರೀ ಕೃಷ್ಣ ಜ್ಯುವೆಲರ್ಸ್, ಆರ್ ಕೆ ಜ್ಯುವೆಲರ್ಸ್, ನಿರ್ಮಲ್ ಜ್ಯುವೆಲರ್ಸ್, ಶ್ರೀಗಣೇಶ್ ಡೈಮಂಡ್ಸ್ ಸೇರಿದಂತೆ ಹಲವಾರು ಸಂಸ್ಥೆಗಳು ಭಾಗವಹಿಸಿವೆ. ಇಲ್ಲಿ ಬೆಳ್ಳಿ, ಪ್ಲಾಟಿನಂ, ವಜ್ರ ಮತ್ತು ರತ್ನಗಳ ಆಭರಣಗಳ ವಿಶೇಷ ಸಂಗ್ರಹವಿದೆ. ಪ್ರದರ್ಶನ ಬೆಳಿಗ್ಗೆ 10 ರಿಂದ ರಾತ್ರಿ 8 ಗಂಟೆಯವರೆಗೆ ತೆರೆದಿರುತ್ತದೆ. ಪ್ರವೇಶ ಉಚಿತವಾಗಿದ್ದು ಆಕರ್ಷಕ ರಿಯಾಯಿತಿ ನೀಡಲಾಗುತ್ತಿದೆ ಎಂದು ಆಯೋಜಕರು ತಿಳಿಸಿದ್ದಾರೆ.	[594, 15, 932, 58]
beauty-tips-badge: ಬ್ಯೂಟಿ ಟಿಪ್ಸ್	[266, 984, 386, 1012]
red-banana-photo	[226, 570, 428, 756]
section-title-2: ಟಿಪ್ಸ್	[108, 84, 196, 122]
zodiac-icon: ♒ ಕುಂಭ	[374, 1406, 414, 1446]
arts-author: ವೈ.ಕೆ.ಸಂಧ್ಯಾ ಶರ್ಮ	[808, 1198, 874, 1209]
prabhas-walking-photo	[458, 252, 686, 864]
health-badge-line-1: ಹೆಲ್ತ್	[60, 717, 96, 741]
zodiac-icon: ♑ ಮಕರ	[374, 1366, 414, 1406]
astrologer-name: ಜಯಶ್ರೀ.ಬಿ.ಆರ್	[68, 1234, 113, 1243]
teeth-text-a: ಹಲ್ಲುಗಳು ಸ್ವಚ್ಛವಾಗಿದ್ದರೆ ನಗುವಿನ ಅಂದ ಹೆಚ್ಚುತ್ತದೆ. ಹಲ್ಲುಗಳು ಹಳದಿ ಬಣ್ಣಕ್ಕೆ ತಿರುಗುವುದು ಸಾಮಾನ್ಯ ಸಮಸ್ಯೆ. ನಿತ್ಯವೂ ಎರಡು ಬಾರಿ ಹಲ್ಲುಜ್ಜುವುದು ಅಗತ್ಯ. ಅಡುಗೆ ಸೋಡಾ ಮತ್ತು ನಿಂಬೆ ರಸ ಬೆರೆಸಿ ಹಲ್ಲುಜ್ಜಿದರೆ ಹಳದಿ ಕಲೆ ಮಾಯವಾಗುತ್ತದೆ. ತೆಂಗಿನ ಎಣ್ಣೆಯಿಂದ ಬಾಯಿ ಮುಕ್ಕಳಿಸುವುದು ಒಳ್ಳೆಯದು. ಬಾಳೆಹಣ್ಣಿನ ಸಿಪ್ಪೆಯನ್ನು ಹಲ್ಲಿಗೆ ಉಜ್ಜಿದರೆ ಹೊಳಪು ಬರುತ್ತದೆ. ಸ್ಟ್ರಾಬೆರಿ ಹಣ್ಣನ್ನು ಪೇಸ್ಟ್ ಮಾಡಿ ಹಚ್ಚಿದರೆ ಉತ್ತಮ. ಟೀ ಕಾಫಿ ಸೇವನೆ ಕಡಿಮೆ ಮಾಡಿ. ಧೂಮಪಾನ ಹಾಗೂ ತಂಬಾಕು ಸೇವನೆ ಹಲ್ಲುಗಳನ್ನು ಹಾಳು ಮಾಡುತ್ತದೆ.	[10, 987, 184, 1048]
